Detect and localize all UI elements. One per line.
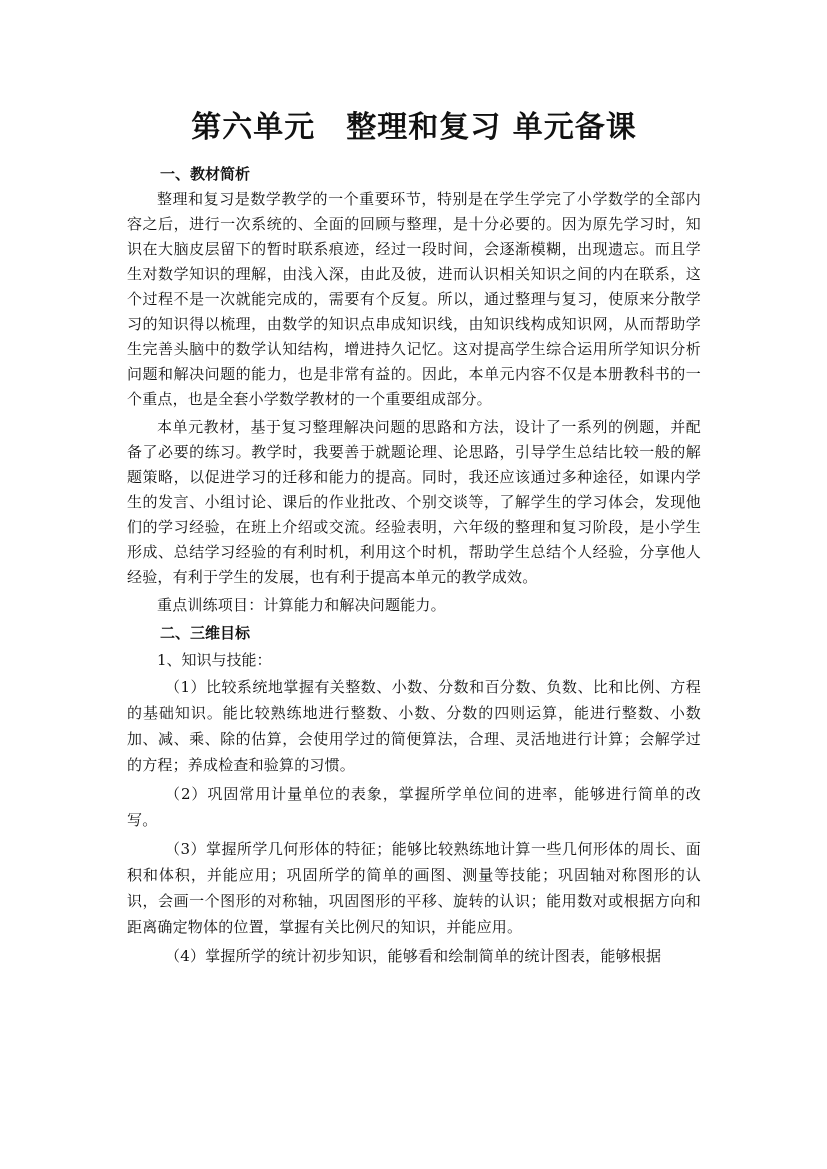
list-item: （2）巩固常用计量单位的表象，掌握所学单位间的进率，能够进行简单的改写。 <box>127 785 701 829</box>
paragraph: 重点训练项目：计算能力和解决问题能力。 <box>157 596 446 614</box>
section-heading: 二、三维目标 <box>160 624 251 642</box>
section-textbook-analysis <box>127 162 701 618</box>
paragraph: 整理和复习是数学教学的一个重要环节，特别是在学生学完了小学数学的全部内容之后，进行一次系统的、全面的回顾与整理，是十分必要的。因为原先学习时，知识在大脑皮层留下的暂时联系痕迹，经过一段时间，会逐渐模糊，出现遗忘。而且学生对数学知识的理解，由浅入深，由此及彼，进而认识相关知识之间的内在联系，这个过程不是一次就能完成的，需要有个反复。所以，通过整理与复习，使原来分散学习的知识得以梳理，由数学的知识点串成知识线，由知识线构成知识网，从而帮助学生完善头脑中的数学认知结构，增进持久记忆。这对提高学生综合运用所学知识分析问题和解决问题的能力，也是非常有益的。因此，本单元内容不仅是本册教科书的一个重点，也是全套小学数学教材的一个重要组成部分。 <box>127 190 701 408</box>
paragraph: 本单元教材，基于复习整理解决问题的思路和方法，设计了一系列的例题，并配备了必要的练习。教学时，我要善于就题论理、论思路，引导学生总结比较一般的解题策略，以促进学习的迁移和能力的提高。同时，我还应该通过多种途径，如课内学生的发言、小组讨论、课后的作业批改、个别交谈等，了解学生的学习体会，发现他们的学习经验，在班上介绍或交流。经验表明，六年级的整理和复习阶段，是小学生形成、总结学习经验的有利时机，利用这个时机，帮助学生总结个人经验，分享他人经验，有利于学生的发展，也有利于提高本单元的教学成效。 <box>127 418 701 586</box>
document-title: 第六单元 整理和复习 单元备课 <box>191 110 637 145</box>
section-three-dimensional-goals <box>127 621 701 969</box>
subheading-knowledge-skills: 1、知识与技能： <box>157 651 272 669</box>
section-heading: 一、教材简析 <box>160 165 251 183</box>
list-item: （3）掌握所学几何形体的特征；能够比较熟练地计算一些几何形体的周长、面积和体积，并能应用；巩固所学的简单的画图、测量等技能；巩固轴对称图形的认识，会画一个图形的对称轴，巩固图形的平移、旋转的认识；能用数对或根据方向和距离确定物体的位置，掌握有关比例尺的知识，并能应用。 <box>127 840 701 936</box>
list-item: （4）掌握所学的统计初步知识，能够看和绘制简单的统计图表，能够根据 <box>165 947 662 965</box>
list-item: （1）比较系统地掌握有关整数、小数、分数和百分数、负数、比和比例、方程的基础知识。能比较熟练地进行整数、小数、分数的四则运算，能进行整数、小数加、减、乘、除的估算，会使用学过的简便算法，合理、灵活地进行计算；会解学过的方程；养成检查和验算的习惯。 <box>127 678 701 774</box>
document-body <box>127 104 701 972</box>
